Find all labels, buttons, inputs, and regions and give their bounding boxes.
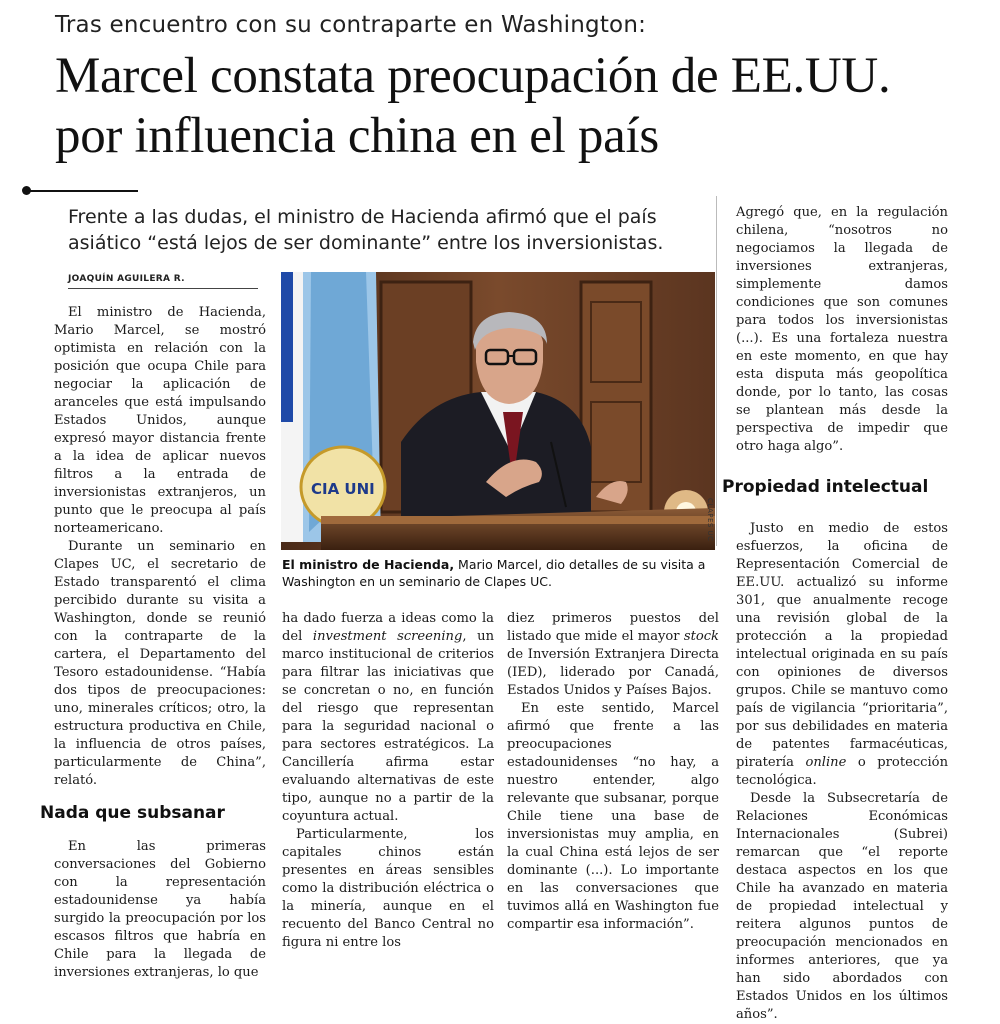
flag-lettering: CIA UNI	[311, 480, 375, 498]
text-run: diez primeros puestos del listado que mide el mayor	[507, 611, 719, 644]
photo-credit: CLAPES UC	[706, 498, 714, 542]
paragraph	[507, 610, 719, 700]
emphasis: investment screening	[312, 629, 463, 644]
article-column-3	[507, 610, 719, 932]
kicker: Tras encuentro con su contraparte en Washington:	[55, 12, 647, 38]
byline-rule	[68, 288, 258, 289]
paragraph: En las primeras conversaciones del Gobierno con la representación estadounidense ya había surgido la preocupación por los escasos filtros que habría en Chile para la llegada de inversiones extranjeras, lo que	[54, 839, 266, 980]
caption-lead: El ministro de Hacienda,	[282, 557, 455, 572]
photo-illustration	[281, 272, 715, 550]
paragraph: Agregó que, en la regulación chilena, “nosotros no negociamos la llegada de inversiones extranjeras, simplemente damos condiciones que son comunes para todos los inversionistas (...). Es una fortaleza nuestra en este momento, en que hay esta disputa más geopolítica donde, por lo tanto, las cosas se plantean más desde la perspectiva de impedir que otro haga algo”.	[736, 205, 948, 454]
subheading-nada-que-subsanar: Nada que subsanar	[40, 803, 225, 823]
headline: Marcel constata preocupación de EE.UU. por influencia china en el país	[55, 48, 891, 164]
emphasis: stock	[683, 629, 719, 644]
paragraph: Particularmente, los capitales chinos están presentes en áreas sensibles como la distribución eléctrica o la minería, aunque en el recuento del Banco Central no figura ni entre los	[282, 827, 494, 950]
photo-minister-at-podium	[281, 272, 715, 550]
byline: JOAQUÍN AGUILERA R.	[68, 274, 185, 284]
column-divider	[716, 196, 717, 546]
caption-text: Mario Marcel, dio detalles de su visita a Washington en un seminario de Clapes UC.	[282, 557, 706, 589]
paragraph: El ministro de Hacienda, Mario Marcel, se mostró optimista en relación con la posición que ocupa Chile para negociar la aplicación de aranceles que está impulsando Estados Unidos, aunque expresó mayor distancia frente a la idea de aplicar nuevos filtros a la entrada de inversionistas extranjeros, un punto que le preocupa al país norteamericano.	[54, 305, 266, 536]
subheading-propiedad-intelectual: Propiedad intelectual	[722, 477, 929, 497]
article-column-1	[40, 304, 266, 980]
photo-caption	[282, 556, 714, 590]
article-column-4	[722, 204, 949, 1022]
paragraph: En este sentido, Marcel afirmó que frente a las preocupaciones estadounidenses “no hay, a nuestro entender, algo relevante que subsanar, porque Chile tiene una base de inversionistas muy amplia, en la cual China está lejos de ser dominante (...). Lo importante en las conversaciones que tuvimos allá en Washington fue compartir esa información”.	[507, 701, 719, 932]
article-column-2	[282, 610, 494, 950]
text-run: , un marco institucional de criterios para filtrar las iniciativas que se concretan o no, en función del riesgo que representan para la seguridad nacional o para sectores estratégicos. La Cancillería afirma estar evaluando alternativas de este tipo, aunque no a partir de la coyuntura actual.	[282, 629, 494, 824]
paragraph	[282, 610, 494, 826]
paragraph: Desde la Subsecretaría de Relaciones Económicas Internacionales (Subrei) remarcan que “el reporte destaca aspectos en los que Chile ha avanzado en materia de propiedad intelectual y reitera algunos puntos de preocupación mencionados en informes anteriores, que ya han sido abordados con Estados Unidos en los últimos años”.	[736, 791, 948, 1022]
text-run: o protección tecnológica.	[736, 755, 949, 788]
deck: Frente a las dudas, el ministro de Hacienda afirmó que el país asiático “está lejos de ser dominante” entre los inversionistas.	[68, 206, 664, 254]
section-rule	[30, 190, 138, 192]
text-run: Justo en medio de estos esfuerzos, la oficina de Representación Comercial de EE.UU. actualizó su informe 301, que anualmente recoge una revisión global de la protección a la propiedad intelectual originada en su país con opiniones de diversos grupos. Chile se mantuvo como país de vigilancia “prioritaria”, por sus debilidades en materia de patentes farmacéuticas, piratería	[736, 521, 948, 770]
paragraph	[736, 520, 948, 790]
paragraph: Durante un seminario en Clapes UC, el secretario de Estado transparentó el clima percibido durante su visita a Washington, donde se reunió con la contraparte de la cartera, el Departamento del Tesoro estadounidense. “Había dos tipos de preocupaciones: uno, minerales críticos; otro, la estructura productiva en Chile, la influencia de otros países, particularmente de China”, relató.	[54, 539, 266, 788]
text-run: de Inversión Extranjera Directa (IED), liderado por Canadá, Estados Unidos y Países Bajos.	[507, 647, 719, 698]
text-run: ha dado fuerza a ideas como la del	[282, 611, 494, 644]
emphasis: online	[805, 755, 847, 770]
